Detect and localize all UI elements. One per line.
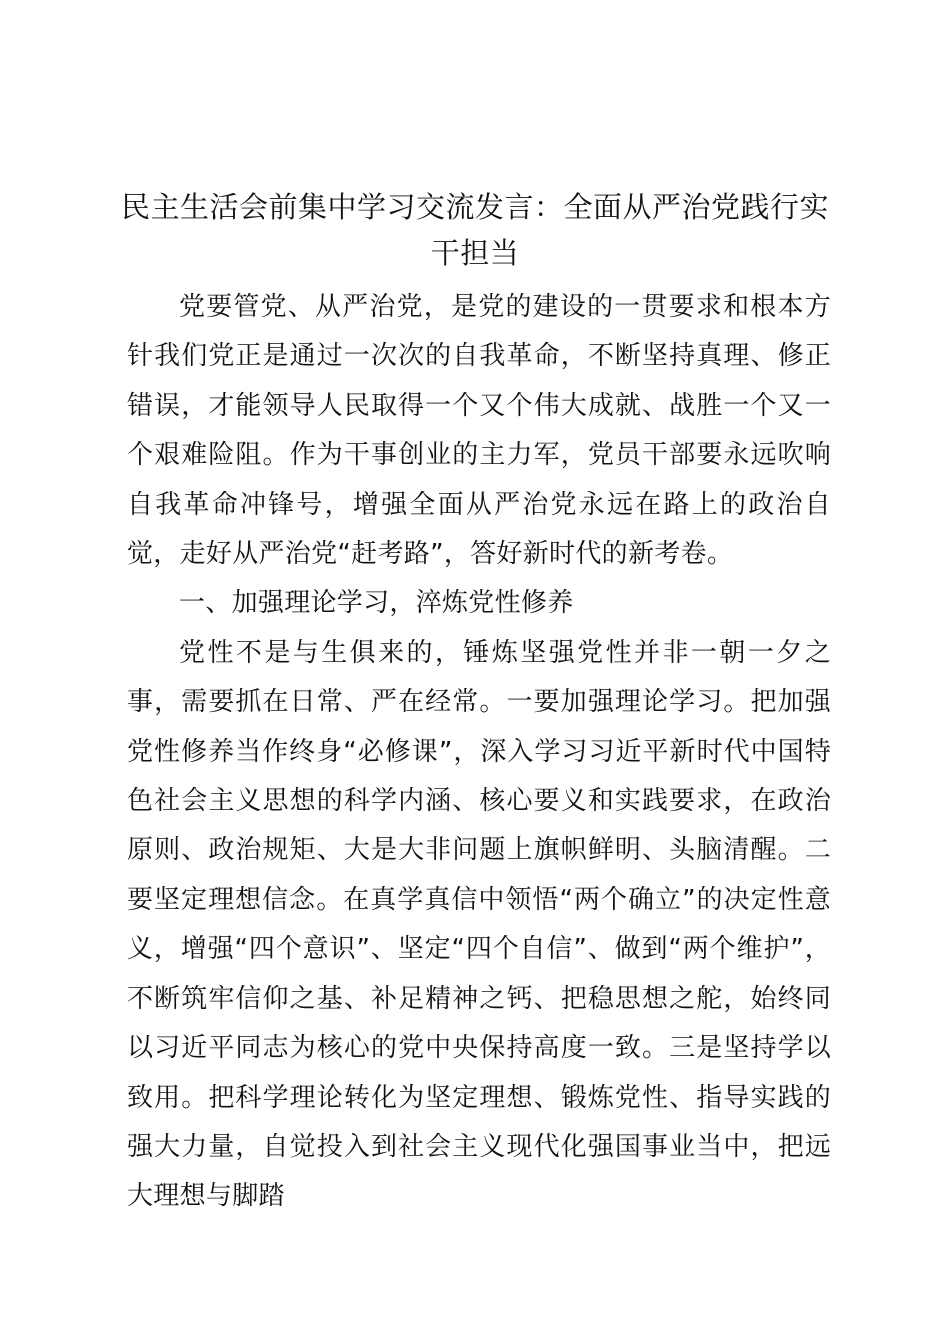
section-paragraph: 党性不是与生俱来的，锤炼坚强党性并非一朝一夕之事，需要抓在日常、严在经常。一要加强理论学习。把加强党性修养当作终身“必修课”，深入学习习近平新时代中国特色社会主义思想的科学内涵、核心要义和实践要求，在政治原则、政治规矩、大是大非问题上旗帜鲜明、头脑清醒。二要坚定理想信念。在真学真信中领悟“两个确立”的决定性意义，增强“四个意识”、坚定“四个自信”、做到“两个维护”，不断筑牢信仰之基、补足精神之钙、把稳思想之舵，始终同以习近平同志为核心的党中央保持高度一致。三是坚持学以致用。把科学理论转化为坚定理想、锻炼党性、指导实践的强大力量，自觉投入到社会主义现代化强国事业当中，把远大理想与脚踏 <box>127 637 831 1212</box>
section-heading: 一、加强理论学习，淬炼党性修养 <box>179 588 574 619</box>
document-body <box>127 283 831 1222</box>
document-title: 民主生活会前集中学习交流发言：全面从严治党践行实干担当 <box>120 190 829 270</box>
intro-paragraph: 党要管党、从严治党，是党的建设的一贯要求和根本方针我们党正是通过一次次的自我革命，不断坚持真理、修正错误，才能领导人民取得一个又个伟大成就、战胜一个又一个艰难险阻。作为干事创业的主力军，党员干部要永远吹响自我革命冲锋号，增强全面从严治党永远在路上的政治自觉，走好从严治党“赶考路”，答好新时代的新考卷。 <box>127 292 831 570</box>
